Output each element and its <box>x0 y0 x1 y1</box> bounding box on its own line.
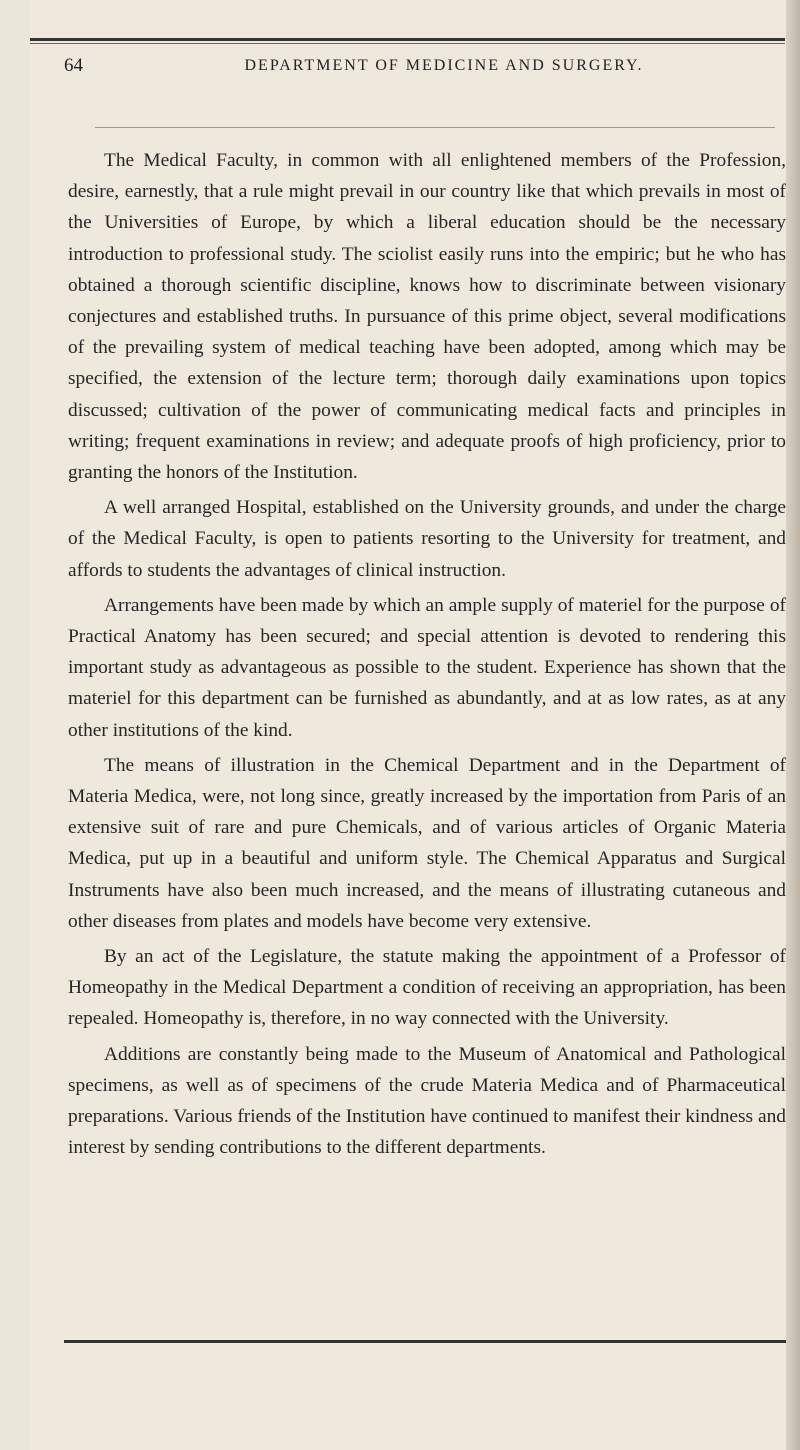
page-left-margin <box>0 0 30 1450</box>
top-rule-thin <box>30 43 785 44</box>
running-head: DEPARTMENT OF MEDICINE AND SURGERY. <box>244 57 644 74</box>
page-right-edge <box>786 0 800 1450</box>
paragraph: Arrangements have been made by which an ample supply of materiel for the purpose of Practical Anatomy has been secured; and special attention is devoted to rendering this important study as advantageous as possible to the student. Experience has shown that the materiel for this department can be furnished as abundantly, and at as low rates, as at any other institutions of the kind. <box>68 594 786 741</box>
header-rule <box>95 127 775 128</box>
page-header <box>64 55 784 85</box>
paragraph: A well arranged Hospital, established on the University grounds, and under the charge of the Medical Faculty, is open to patients resorting to the University for treatment, and affords to students the advantages of clinical instruction. <box>68 497 786 581</box>
body-text <box>68 145 786 1164</box>
paragraph: By an act of the Legislature, the statute making the appointment of a Professor of Homeopathy in the Medical Department a condition of receiving an appropriation, has been repealed. Homeopathy is, therefore, in no way connected with the University. <box>68 946 786 1030</box>
page-number: 64 <box>64 55 83 76</box>
top-rule <box>30 38 785 41</box>
paragraph: Additions are constantly being made to the Museum of Anatomical and Pathological specimens, as well as of specimens of the crude Materia Medica and of Pharmaceutical preparations. Various friends of the Institution have continued to manifest their kindness and interest by sending contributions to the different departments. <box>68 1043 786 1159</box>
paragraph: The Medical Faculty, in common with all enlightened members of the Profession, desire, earnestly, that a rule might prevail in our country like that which prevails in most of the Universities of Europe, by which a liberal education should be the necessary introduction to professional study. The sciolist easily runs into the empiric; but he who has obtained a thorough scientific discipline, knows how to discriminate between visionary conjectures and established truths. In pursuance of this prime object, several modifications of the prevailing system of medical teaching have been adopted, among which may be specified, the extension of the lecture term; thorough daily examinations upon topics discussed; cultivation of the power of communicating medical facts and principles in writing; frequent examinations in review; and adequate proofs of high proficiency, prior to granting the honors of the Institution. <box>68 150 786 484</box>
paragraph: The means of illustration in the Chemical Department and in the Department of Materia Medica, were, not long since, greatly increased by the importation from Paris of an extensive suit of rare and pure Chemicals, and of various articles of Organic Materia Medica, put up in a beautiful and uniform style. The Chemical Apparatus and Surgical Instruments have also been much increased, and the means of illustrating cutaneous and other diseases from plates and models have become very extensive. <box>68 754 786 932</box>
bottom-rule <box>64 1340 786 1343</box>
